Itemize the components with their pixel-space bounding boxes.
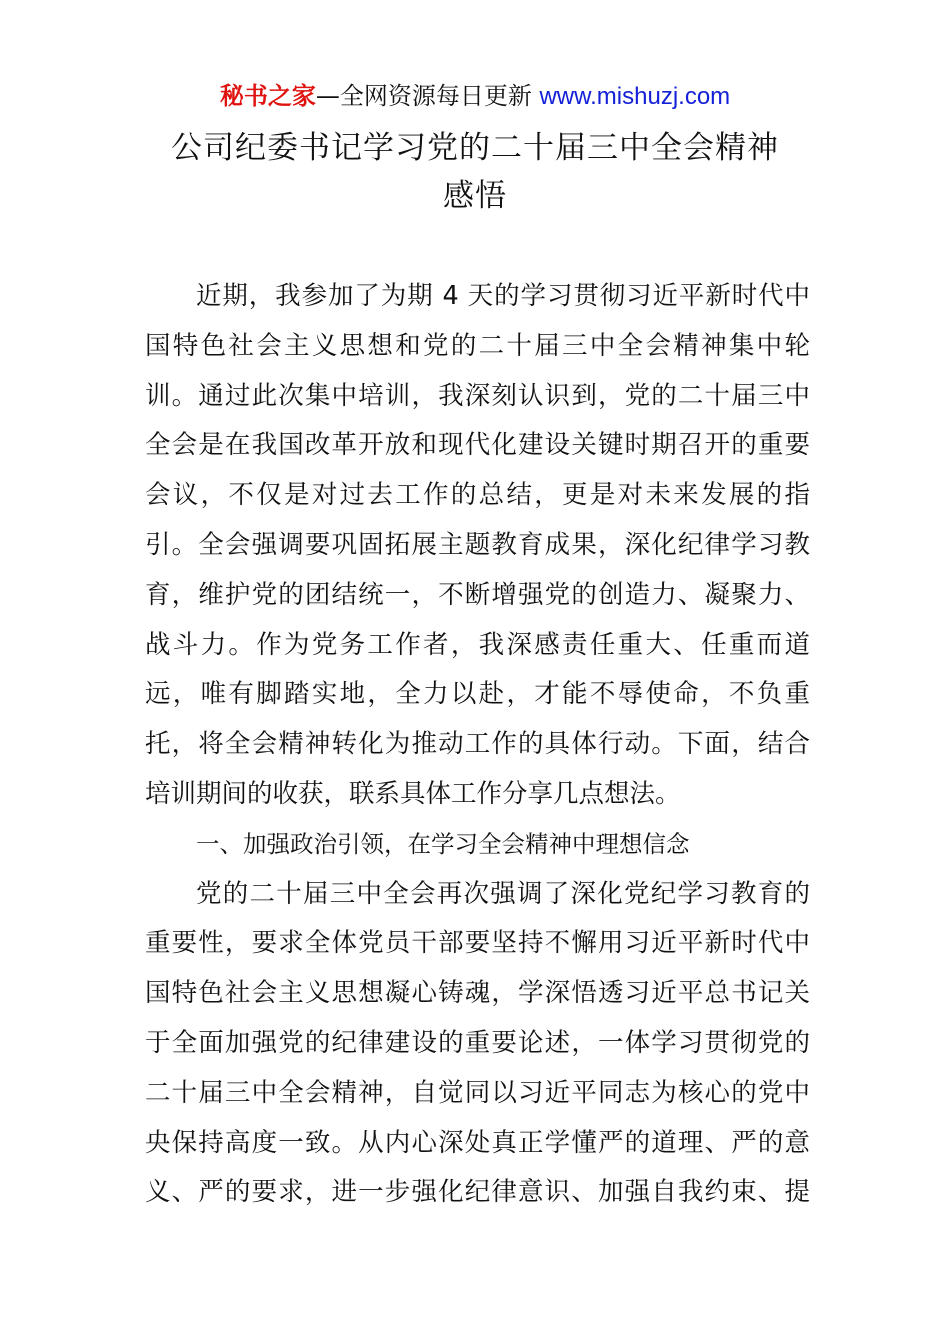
paragraph-1-line-2: 国特色社会主义思想和党的二十届三中全会精神集中轮 <box>145 330 810 361</box>
paragraph-1-line-1: 近期，我参加了为期 4 天的学习贯彻习近平新时代中 <box>196 281 810 311</box>
paragraph-2-line-5: 二十届三中全会精神，自觉同以习近平同志为核心的党中 <box>145 1077 810 1108</box>
paragraph-2-line-7: 义、严的要求，进一步强化纪律意识、加强自我约束、提 <box>145 1177 810 1208</box>
paragraph-1-line-5: 会议，不仅是对过去工作的总结，更是对未来发展的指 <box>145 480 810 511</box>
paragraph-1-line-4: 全会是在我国改革开放和现代化建设关键时期召开的重要 <box>145 430 810 461</box>
paragraph-2-line-4: 于全面加强党的纪律建设的重要论述，一体学习贯彻党的 <box>145 1027 810 1058</box>
document-body <box>145 272 810 1218</box>
site-url-link[interactable]: www.mishuzj.com <box>539 83 731 110</box>
paragraph-1-line-10: 托，将全会精神转化为推动工作的具体行动。下面，结合 <box>145 729 810 760</box>
paragraph-1-line-8: 战斗力。作为党务工作者，我深感责任重大、任重而道 <box>145 629 810 660</box>
site-brand: 秘书之家 <box>219 82 316 110</box>
paragraph-1-line-7: 育，维护党的团结统一，不断增强党的创造力、凝聚力、 <box>145 579 810 610</box>
site-header <box>0 78 950 115</box>
paragraph-1-line-11: 培训期间的收获，联系具体工作分享几点想法。 <box>145 778 681 809</box>
paragraph-2-line-6: 央保持高度一致。从内心深处真正学懂严的道理、严的意 <box>145 1127 810 1158</box>
document-title-line-2: 感悟 <box>443 178 507 214</box>
site-tagline: —全网资源每日更新 <box>315 82 532 110</box>
paragraph-1-line-3: 训。通过此次集中培训，我深刻认识到，党的二十届三中 <box>145 380 810 411</box>
section-heading-1: 一、加强政治引领，在学习全会精神中理想信念 <box>196 829 690 858</box>
document-title-line-1: 公司纪委书记学习党的二十届三中全会精神 <box>171 130 779 166</box>
paragraph-2-line-2: 重要性，要求全体党员干部要坚持不懈用习近平新时代中 <box>145 928 810 959</box>
paragraph-1-line-6: 引。全会强调要巩固拓展主题教育成果，深化纪律学习教 <box>145 529 810 560</box>
paragraph-2-line-1: 党的二十届三中全会再次强调了深化党纪学习教育的 <box>196 878 810 909</box>
paragraph-2-line-3: 国特色社会主义思想凝心铸魂，学深悟透习近平总书记关 <box>145 978 810 1009</box>
paragraph-1-line-9: 远，唯有脚踏实地，全力以赴，才能不辱使命，不负重 <box>145 679 810 710</box>
